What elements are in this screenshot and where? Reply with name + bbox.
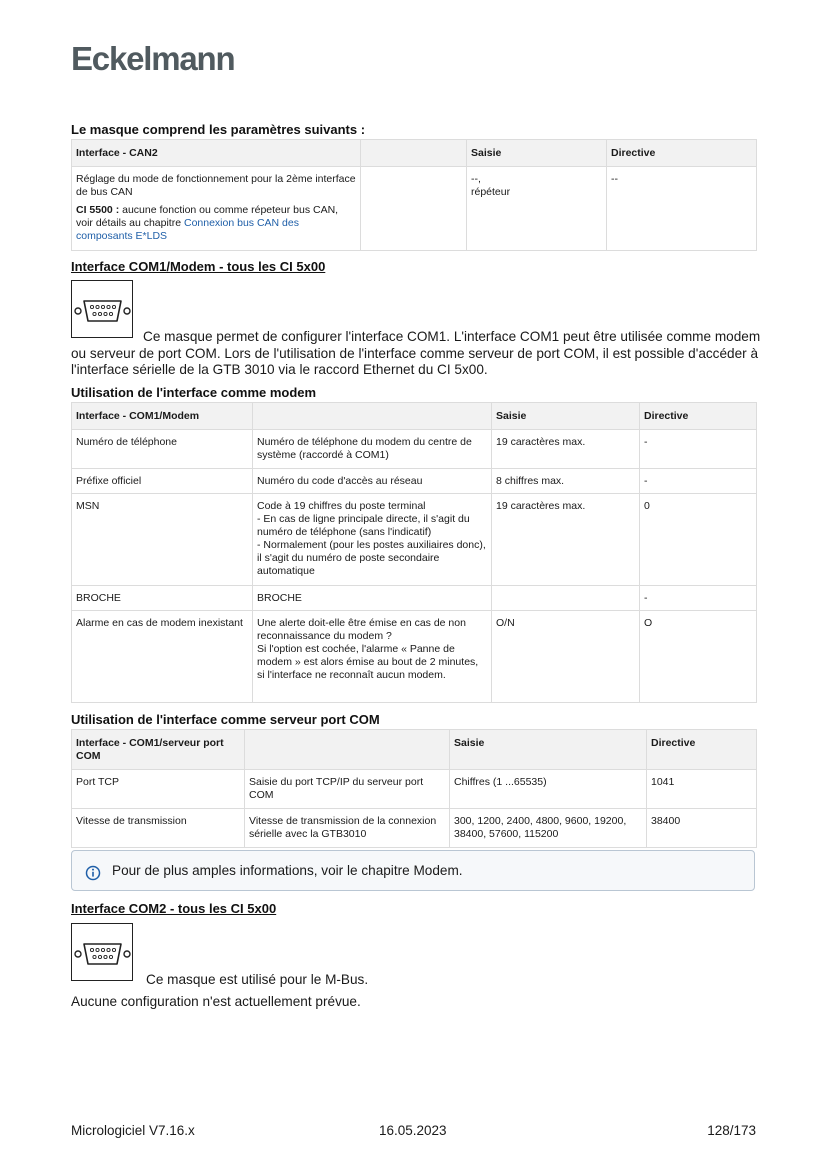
- col-directive: Directive: [607, 140, 757, 167]
- row-name: BROCHE: [72, 586, 253, 611]
- col-input: Saisie: [450, 730, 647, 770]
- can2-ci-text: aucune fonction ou comme répeteur bus CAN, voir détails au chapitre: [76, 204, 339, 229]
- footer-date: 16.05.2023: [379, 1123, 447, 1138]
- row-desc: Numéro du code d'accès au réseau: [253, 469, 492, 494]
- row-desc: Saisie du port TCP/IP du serveur port COM: [245, 770, 450, 809]
- alarm-desc-line1: Une alerte doit-elle être émise en cas de non reconnaissance du modem ?: [257, 617, 466, 642]
- serial-port-icon: [71, 923, 133, 981]
- footer-version: Micrologiciel V7.16.x: [71, 1123, 195, 1138]
- row-name: Numéro de téléphone: [72, 430, 253, 469]
- col-blank: [253, 403, 492, 430]
- eckelmann-logo: Eckelmann: [71, 40, 235, 77]
- row-input: 19 caractères max.: [492, 430, 640, 469]
- can2-blank-cell: [361, 167, 467, 251]
- col-blank: [245, 730, 450, 770]
- row-name: Alarme en cas de modem inexistant: [72, 611, 253, 703]
- can2-desc-cell: [72, 167, 361, 251]
- table-header-row: [72, 730, 757, 770]
- com2-description: Ce masque est utilisé pour le M-Bus.: [146, 972, 369, 987]
- row-directive: -: [640, 430, 757, 469]
- modem-heading: Utilisation de l'interface comme modem: [71, 385, 317, 400]
- alarm-desc-line3: si l'interface ne reconnaît aucun modem.: [257, 669, 446, 681]
- can2-table: [71, 139, 757, 251]
- row-directive: O: [640, 611, 757, 703]
- table-row: [72, 167, 757, 251]
- row-name: Vitesse de transmission: [72, 809, 245, 848]
- row-input: Chiffres (1 ...65535): [450, 770, 647, 809]
- info-icon: [85, 865, 101, 881]
- row-desc: [253, 611, 492, 703]
- row-desc: BROCHE: [253, 586, 492, 611]
- server-heading: Utilisation de l'interface comme serveur port COM: [71, 712, 380, 727]
- row-directive: -: [640, 586, 757, 611]
- row-name: Port TCP: [72, 770, 245, 809]
- table-row: [72, 469, 757, 494]
- modem-table: [71, 402, 757, 703]
- row-input: 19 caractères max.: [492, 494, 640, 586]
- footer-page: 128/173: [707, 1123, 756, 1138]
- table-row: [72, 611, 757, 703]
- table-row: [72, 586, 757, 611]
- table-row: [72, 494, 757, 586]
- col-interface: Interface - CAN2: [72, 140, 361, 167]
- row-name: Préfixe officiel: [72, 469, 253, 494]
- table-row: [72, 770, 757, 809]
- row-desc: Numéro de téléphone du modem du centre de système (raccordé à COM1): [253, 430, 492, 469]
- row-directive: -: [640, 469, 757, 494]
- alarm-desc-line2: Si l'option est cochée, l'alarme « Panne de modem » est alors émise au bout de 2 minutes,: [257, 643, 479, 668]
- msn-desc-line2: - En cas de ligne principale directe, il s'agit du numéro de téléphone (sans l'indicatif): [257, 513, 470, 538]
- com2-note: Aucune configuration n'est actuellement prévue.: [71, 994, 361, 1009]
- info-text: Pour de plus amples informations, voir le chapitre Modem.: [112, 863, 463, 878]
- msn-desc-line1: Code à 19 chiffres du poste terminal: [257, 500, 426, 512]
- can2-chapter-link[interactable]: Connexion bus CAN des composants E*LDS: [76, 217, 299, 242]
- row-directive: 1041: [647, 770, 757, 809]
- info-box: [71, 850, 755, 891]
- row-directive: 38400: [647, 809, 757, 848]
- com1-description: Ce masque permet de configurer l'interface COM1. L'interface COM1 peut être utilisée comme modem ou serveur de port COM. Lors de l'utilisation de l'interface comme serveur de port COM, il est possible d'accéder à l'interface sérielle de la GTB 3010 via le raccord Ethernet du CI 5x00.: [71, 329, 761, 377]
- row-desc: [253, 494, 492, 586]
- can2-desc: Réglage du mode de fonctionnement pour la 2ème interface de bus CAN: [76, 173, 356, 198]
- can2-input-line1: --,: [471, 173, 481, 185]
- col-blank: [361, 140, 467, 167]
- row-directive: 0: [640, 494, 757, 586]
- section-intro: Le masque comprend les paramètres suivants :: [71, 122, 366, 137]
- table-row: [72, 430, 757, 469]
- row-name: MSN: [72, 494, 253, 586]
- can2-directive-cell: --: [607, 167, 757, 251]
- row-input: 8 chiffres max.: [492, 469, 640, 494]
- row-input: 300, 1200, 2400, 4800, 9600, 19200, 38400, 57600, 115200: [450, 809, 647, 848]
- row-desc: Vitesse de transmission de la connexion sérielle avec la GTB3010: [245, 809, 450, 848]
- col-input: Saisie: [492, 403, 640, 430]
- table-header-row: [72, 403, 757, 430]
- col-input: Saisie: [467, 140, 607, 167]
- can2-ci-label: CI 5500 :: [76, 204, 120, 216]
- col-directive: Directive: [640, 403, 757, 430]
- table-header-row: [72, 140, 757, 167]
- col-interface: Interface - COM1/serveur port COM: [72, 730, 245, 770]
- com2-title: Interface COM2 - tous les CI 5x00: [71, 901, 277, 916]
- can2-input-cell: [467, 167, 607, 251]
- row-input: [492, 586, 640, 611]
- col-directive: Directive: [647, 730, 757, 770]
- can2-input-line2: répéteur: [471, 186, 511, 198]
- col-interface: Interface - COM1/Modem: [72, 403, 253, 430]
- row-input: O/N: [492, 611, 640, 703]
- com1-title: Interface COM1/Modem - tous les CI 5x00: [71, 259, 326, 274]
- table-row: [72, 809, 757, 848]
- server-table: [71, 729, 757, 848]
- msn-desc-line3: - Normalement (pour les postes auxiliaires donc), il s'agit du numéro de poste secondaire automatique: [257, 539, 486, 577]
